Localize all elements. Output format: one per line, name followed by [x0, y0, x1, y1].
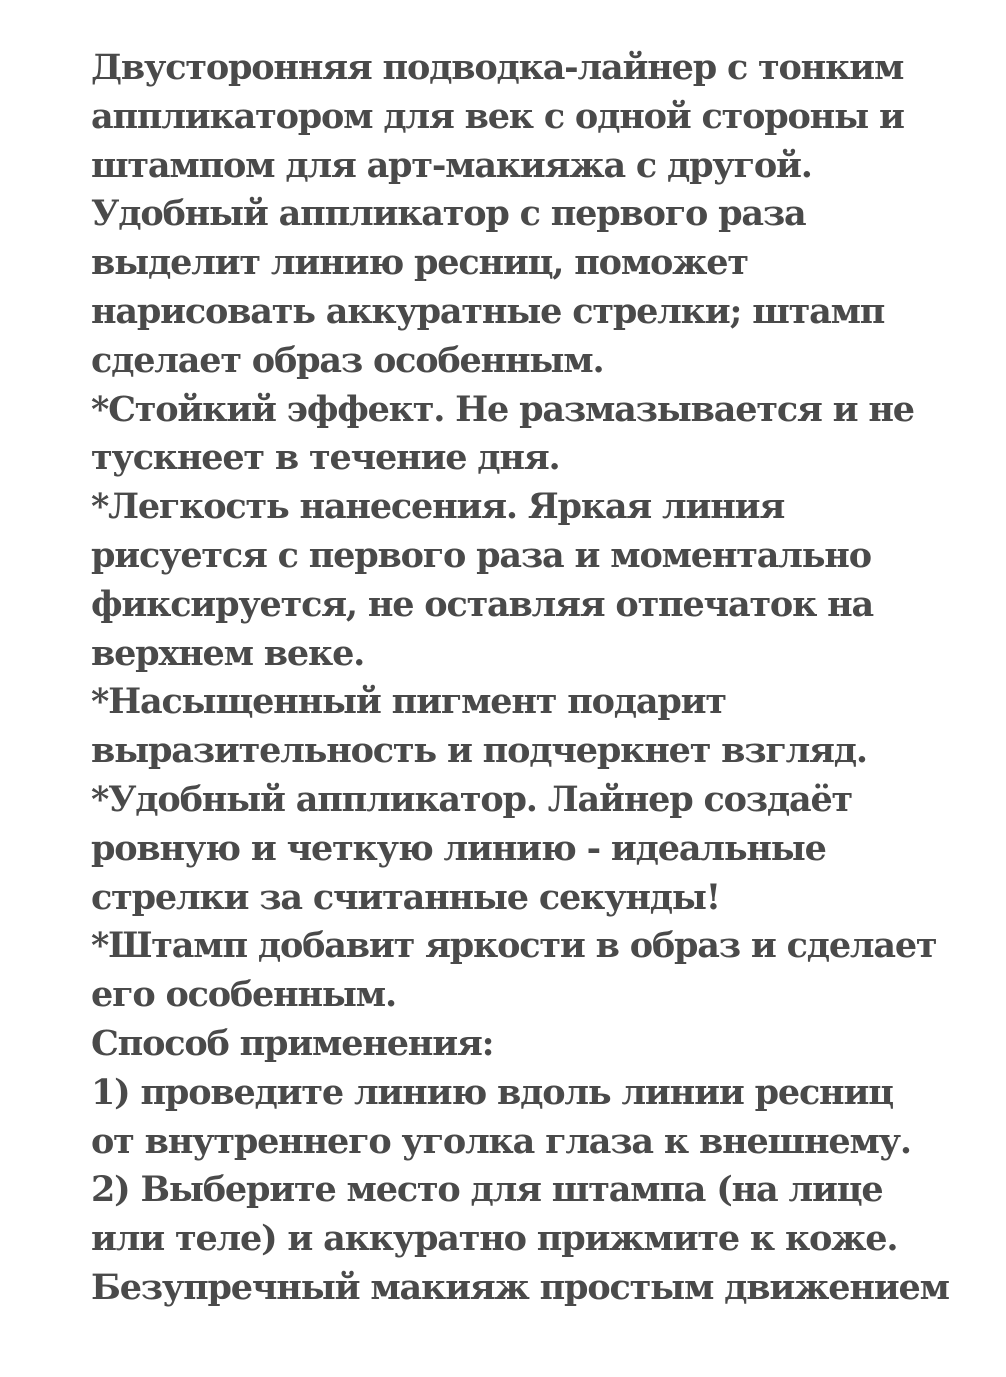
product-description	[91, 44, 991, 1313]
description-line: выразительность и подчеркнет взгляд.	[91, 730, 867, 772]
description-line: *Насыщенный пигмент подарит	[91, 681, 726, 723]
description-line: 1) проведите линию вдоль линии ресниц	[91, 1071, 893, 1113]
description-line: *Стойкий эффект. Не размазывается и не	[91, 388, 914, 430]
description-line: стрелки за считанные секунды!	[91, 876, 720, 918]
description-line: 2) Выберите место для штампа (на лице	[91, 1169, 883, 1211]
description-line: *Удобный аппликатор. Лайнер создаёт	[91, 778, 853, 820]
description-line: Удобный аппликатор с первого раза	[91, 193, 806, 235]
description-line: фиксируется, не оставляя отпечаток на	[91, 583, 874, 625]
description-line: выделит линию ресниц, поможет	[91, 242, 748, 284]
description-line: тускнеет в течение дня.	[91, 437, 560, 479]
description-line: от внутреннего уголка глаза к внешнему.	[91, 1120, 911, 1162]
description-line: нарисовать аккуратные стрелки; штамп	[91, 290, 885, 332]
description-line: рисуется с первого раза и моментально	[91, 534, 871, 576]
description-line: штампом для арт-макияжа с другой.	[91, 144, 812, 186]
description-line: Способ применения:	[91, 1022, 494, 1064]
description-line: *Легкость нанесения. Яркая линия	[91, 486, 785, 528]
description-line: сделает образ особенным.	[91, 339, 604, 381]
description-line: Безупречный макияж простым движением	[91, 1266, 949, 1308]
description-line: *Штамп добавит яркости в образ и сделает	[91, 925, 937, 967]
description-line: верхнем веке.	[91, 632, 365, 674]
description-line: его особенным.	[91, 974, 396, 1016]
description-line: аппликатором для век с одной стороны и	[91, 95, 904, 137]
description-line: или теле) и аккуратно прижмите к коже.	[91, 1218, 898, 1260]
description-line: ровную и четкую линию - идеальные	[91, 827, 826, 869]
description-line: Двусторонняя подводка-лайнер с тонким	[91, 47, 904, 88]
